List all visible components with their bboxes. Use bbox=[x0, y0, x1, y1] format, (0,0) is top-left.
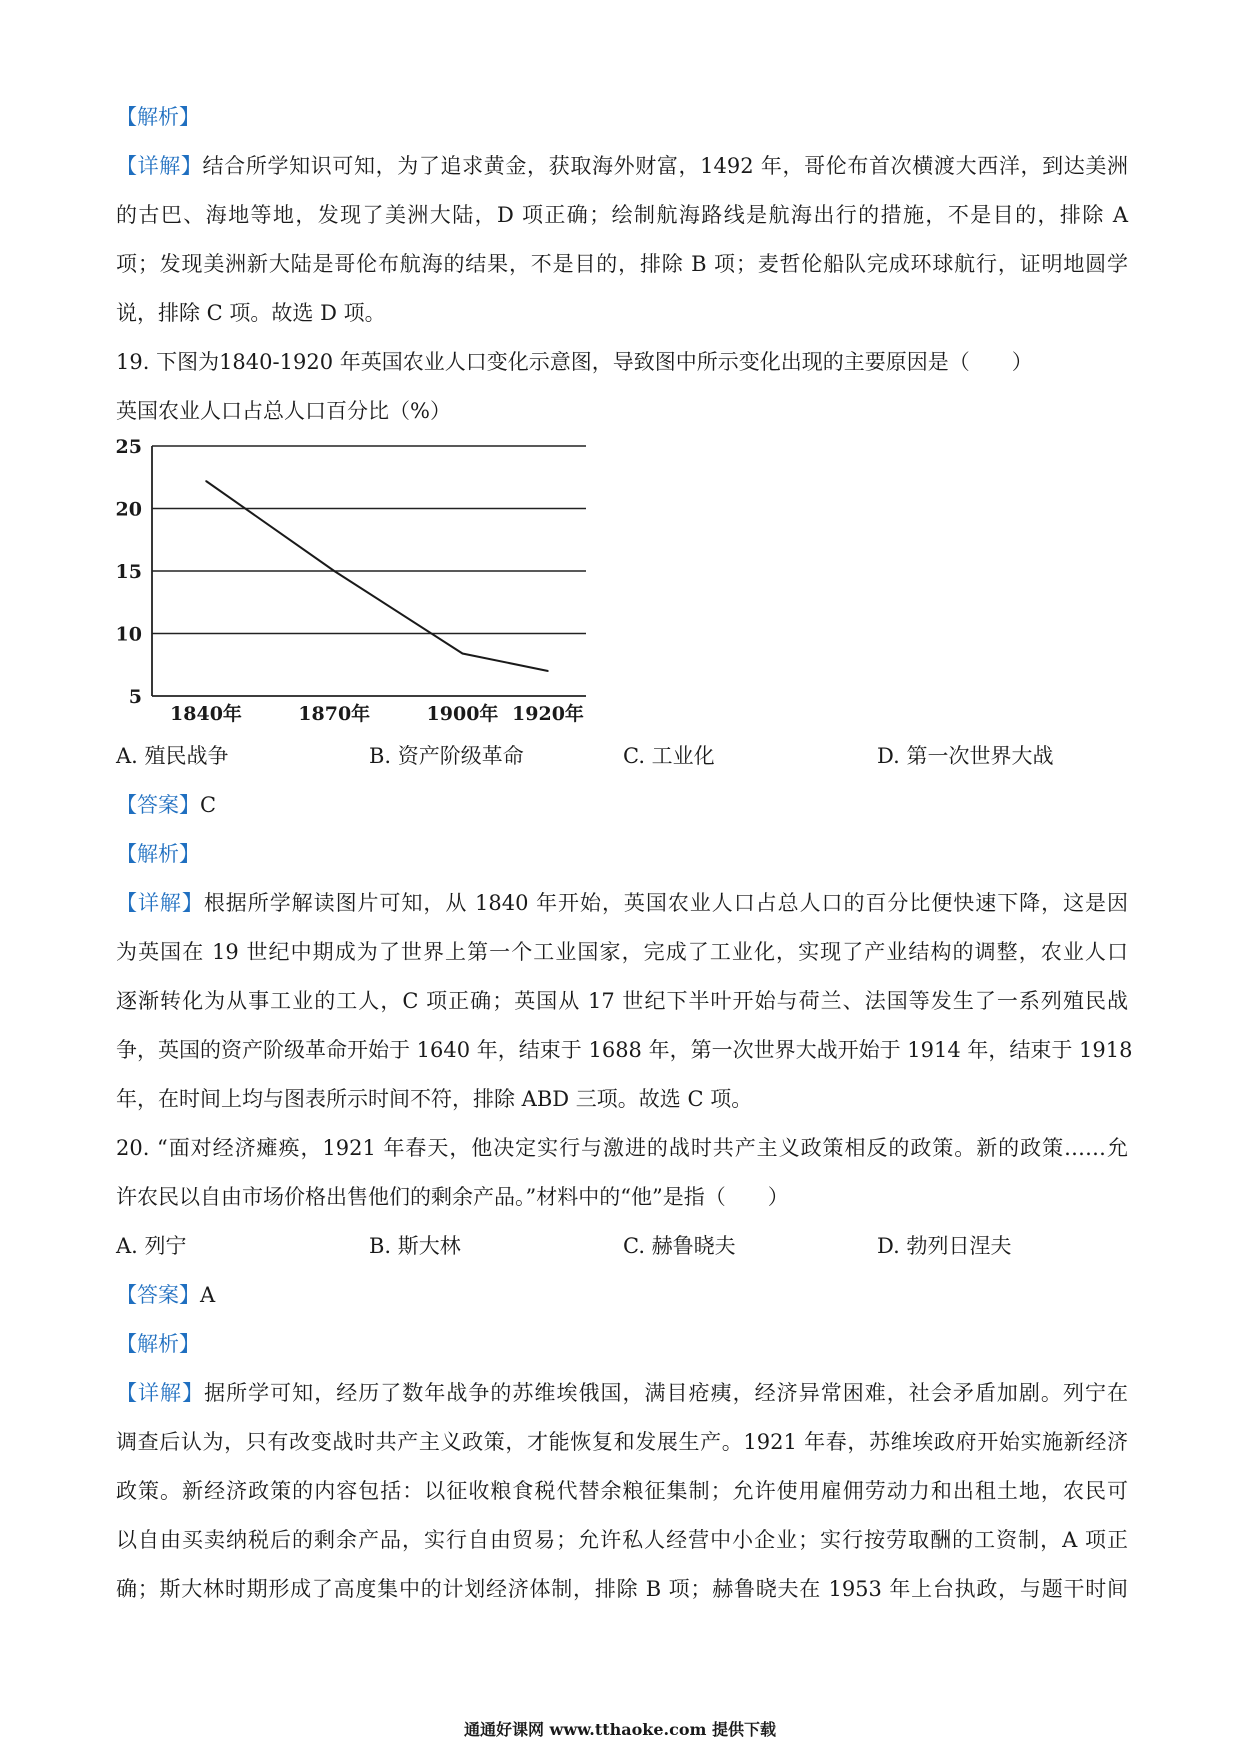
q18-xiangjie-line: 说，排除 C 项。故选 D 项。 bbox=[116, 301, 386, 325]
q19-stem: 19. 下图为1840-1920 年英国农业人口变化示意图，导致图中所示变化出现的主要原因是（ ） bbox=[116, 350, 1033, 374]
x-tick-label: 1900年 bbox=[426, 703, 499, 725]
q18-xiangjie-line: 【详解】结合所学知识可知，为了追求黄金，获取海外财富，1492 年，哥伦布首次横渡大西洋，到达美洲 bbox=[116, 154, 1129, 178]
x-tick-label: 1870年 bbox=[298, 703, 371, 725]
x-tick-label: 1920年 bbox=[512, 703, 584, 725]
data-point bbox=[462, 653, 464, 655]
q19-option-d[interactable]: D. 第一次世界大战 bbox=[877, 744, 1054, 768]
q20-jiexi-heading: 【解析】 bbox=[116, 1332, 200, 1356]
q20-option-b[interactable]: B. 斯大林 bbox=[369, 1234, 461, 1258]
page-footer: 通通好课网 www.tthaoke.com 提供下载 bbox=[463, 1720, 777, 1739]
series-line bbox=[206, 481, 548, 671]
x-tick-label: 1840年 bbox=[170, 703, 242, 725]
q18-jiexi-heading: 【解析】 bbox=[116, 105, 200, 129]
q20-option-c[interactable]: C. 赫鲁晓夫 bbox=[623, 1234, 736, 1258]
y-tick-label: 20 bbox=[115, 498, 142, 521]
q19-option-a[interactable]: A. 殖民战争 bbox=[116, 744, 229, 768]
q20-xiangjie-line: 【详解】据所学可知，经历了数年战争的苏维埃俄国，满目疮痍，经济异常困难，社会矛盾加剧。列宁在 bbox=[116, 1381, 1129, 1405]
q19-answer: 【答案】C bbox=[116, 793, 217, 817]
y-tick-label: 5 bbox=[128, 686, 142, 708]
q19-jiexi-heading: 【解析】 bbox=[116, 842, 200, 866]
data-point bbox=[333, 570, 335, 572]
q19-xiangjie-line: 为英国在 19 世纪中期成为了世界上第一个工业国家，完成了工业化，实现了产业结构的调整，农业人口 bbox=[116, 940, 1128, 964]
q18-xiangjie-line: 的古巴、海地等地，发现了美洲大陆，D 项正确；绘制航海路线是航海出行的措施，不是目的，排除 A bbox=[116, 203, 1128, 227]
q19-option-c[interactable]: C. 工业化 bbox=[623, 744, 715, 768]
q19-xiangjie-line: 逐渐转化为从事工业的工人，C 项正确；英国从 17 世纪下半叶开始与荷兰、法国等发生了一系列殖民战 bbox=[116, 989, 1128, 1013]
data-point bbox=[547, 670, 549, 672]
q19-xiangjie-line: 【详解】根据所学解读图片可知，从 1840 年开始，英国农业人口占总人口的百分比便快速下降，这是因 bbox=[116, 891, 1129, 915]
agri-population-line-chart bbox=[108, 430, 598, 730]
q20-xiangjie-line: 确；斯大林时期形成了高度集中的计划经济体制，排除 B 项；赫鲁晓夫在 1953 年上台执政，与题干时间 bbox=[116, 1577, 1128, 1601]
q20-xiangjie-line: 以自由买卖纳税后的剩余产品，实行自由贸易；允许私人经营中小企业；实行按劳取酬的工资制，A 项正 bbox=[116, 1528, 1128, 1552]
q20-stem-line: 20. “面对经济瘫痪，1921 年春天，他决定实行与激进的战时共产主义政策相反的政策。新的政策……允 bbox=[116, 1136, 1128, 1160]
q19-xiangjie-line: 争，英国的资产阶级革命开始于 1640 年，结束于 1688 年，第一次世界大战开始于 1914 年，结束于 1918 bbox=[116, 1038, 1133, 1062]
q20-stem-line: 许农民以自由市场价格出售他们的剩余产品。”材料中的“他”是指（ ） bbox=[116, 1185, 789, 1209]
q18-xiangjie-line: 项；发现美洲新大陆是哥伦布航海的结果，不是目的，排除 B 项；麦哲伦船队完成环球航行，证明地圆学 bbox=[116, 252, 1128, 276]
q19-option-b[interactable]: B. 资产阶级革命 bbox=[369, 744, 524, 768]
q20-xiangjie-line: 政策。新经济政策的内容包括：以征收粮食税代替余粮征集制；允许使用雇佣劳动力和出租土地，农民可 bbox=[116, 1479, 1128, 1503]
y-tick-label: 25 bbox=[115, 436, 142, 458]
chart-caption: 英国农业人口占总人口百分比（%） bbox=[116, 399, 451, 423]
q20-option-a[interactable]: A. 列宁 bbox=[116, 1234, 187, 1258]
q20-option-d[interactable]: D. 勃列日涅夫 bbox=[877, 1234, 1012, 1258]
y-tick-label: 15 bbox=[115, 561, 142, 583]
q20-answer: 【答案】A bbox=[116, 1283, 216, 1307]
q20-xiangjie-line: 调查后认为，只有改变战时共产主义政策，才能恢复和发展生产。1921 年春，苏维埃政府开始实施新经济 bbox=[116, 1430, 1128, 1454]
q19-xiangjie-line: 年，在时间上均与图表所示时间不符，排除 ABD 三项。故选 C 项。 bbox=[116, 1087, 753, 1111]
data-point bbox=[205, 480, 207, 482]
y-tick-label: 10 bbox=[115, 623, 142, 646]
